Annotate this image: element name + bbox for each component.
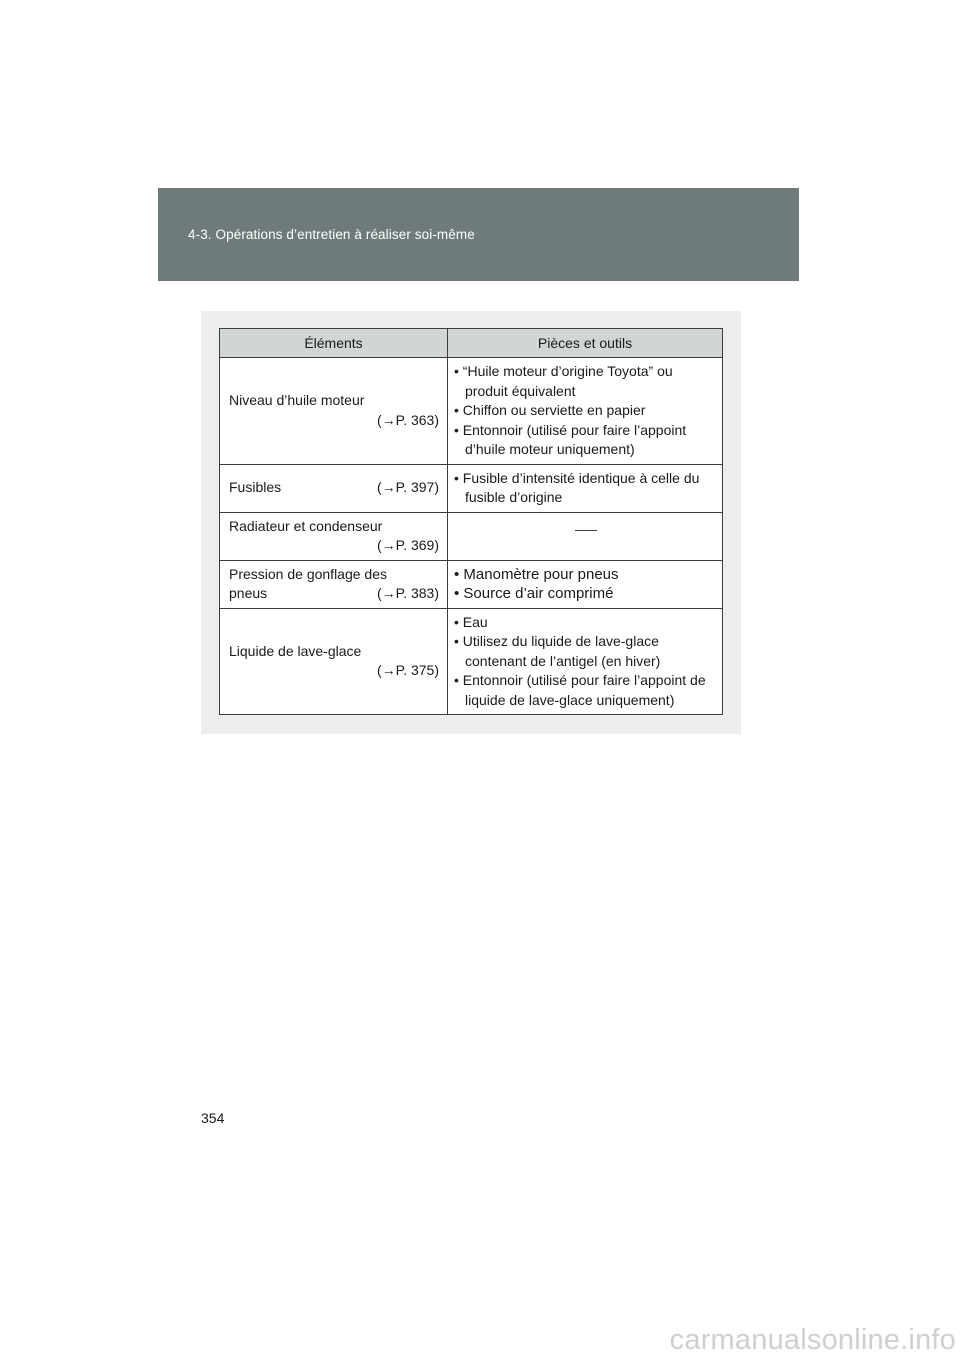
list-item: • “Huile moteur d’origine Toyota” ou produit équivalent — [454, 363, 673, 399]
column-header-parts: Pièces et outils — [448, 329, 723, 358]
table-row — [220, 464, 723, 512]
section-title: 4-3. Opérations d’entretien à réaliser soi-même — [188, 227, 475, 242]
list-item: • Utilisez du liquide de lave-glace contenant de l’antigel (en hiver) — [454, 633, 661, 669]
empty-dash — [575, 530, 597, 531]
page-number: 354 — [201, 1110, 225, 1126]
item-cell — [220, 464, 448, 512]
page-reference: (→P. 375) — [377, 662, 439, 679]
parts-list — [454, 362, 718, 460]
watermark-text: carmanualsonline.info — [669, 1324, 956, 1356]
parts-cell — [448, 560, 723, 608]
items-panel — [201, 311, 741, 734]
list-item: • Entonnoir (utilisé pour faire l’appoint de liquide de lave-glace uniquement) — [454, 672, 706, 708]
list-item: • Fusible d’intensité identique à celle du fusible d’origine — [454, 469, 700, 505]
parts-cell — [448, 608, 723, 715]
table-header-row — [220, 329, 723, 358]
page-reference: (→P. 383) — [377, 585, 439, 601]
table-row — [220, 358, 723, 465]
list-item: • Source d’air comprimé — [454, 585, 614, 602]
item-cell — [220, 560, 448, 608]
table-row — [220, 560, 723, 608]
item-name: Liquide de lave-glace — [229, 642, 362, 659]
page-reference: (→P. 397) — [377, 479, 439, 496]
parts-list — [454, 469, 718, 508]
parts-list — [454, 565, 718, 604]
parts-cell — [448, 464, 723, 512]
parts-cell — [448, 358, 723, 465]
list-item: • Eau — [454, 613, 488, 630]
list-item: • Chiffon ou serviette en papier — [454, 402, 646, 418]
item-cell — [220, 512, 448, 560]
items-table — [219, 328, 723, 715]
page-reference: (→P. 363) — [377, 411, 439, 428]
item-name: Niveau d’huile moteur — [229, 392, 365, 409]
column-header-items: Éléments — [220, 329, 448, 358]
parts-list — [454, 613, 718, 711]
item-cell — [220, 608, 448, 715]
section-header-band — [158, 188, 799, 281]
item-name-line2: pneus — [229, 585, 268, 601]
table-row — [220, 512, 723, 560]
item-name-line1: Pression de gonflage des — [229, 565, 387, 582]
item-name: Fusibles — [229, 479, 282, 496]
parts-cell — [448, 512, 723, 560]
list-item: • Entonnoir (utilisé pour faire l’appoint d’huile moteur uniquement) — [454, 421, 687, 457]
watermark-band — [0, 1318, 960, 1358]
item-name: Radiateur et condenseur — [229, 517, 383, 534]
item-cell — [220, 358, 448, 465]
table-row — [220, 608, 723, 715]
page-reference: (→P. 369) — [377, 537, 439, 553]
list-item: • Manomètre pour pneus — [454, 565, 619, 583]
